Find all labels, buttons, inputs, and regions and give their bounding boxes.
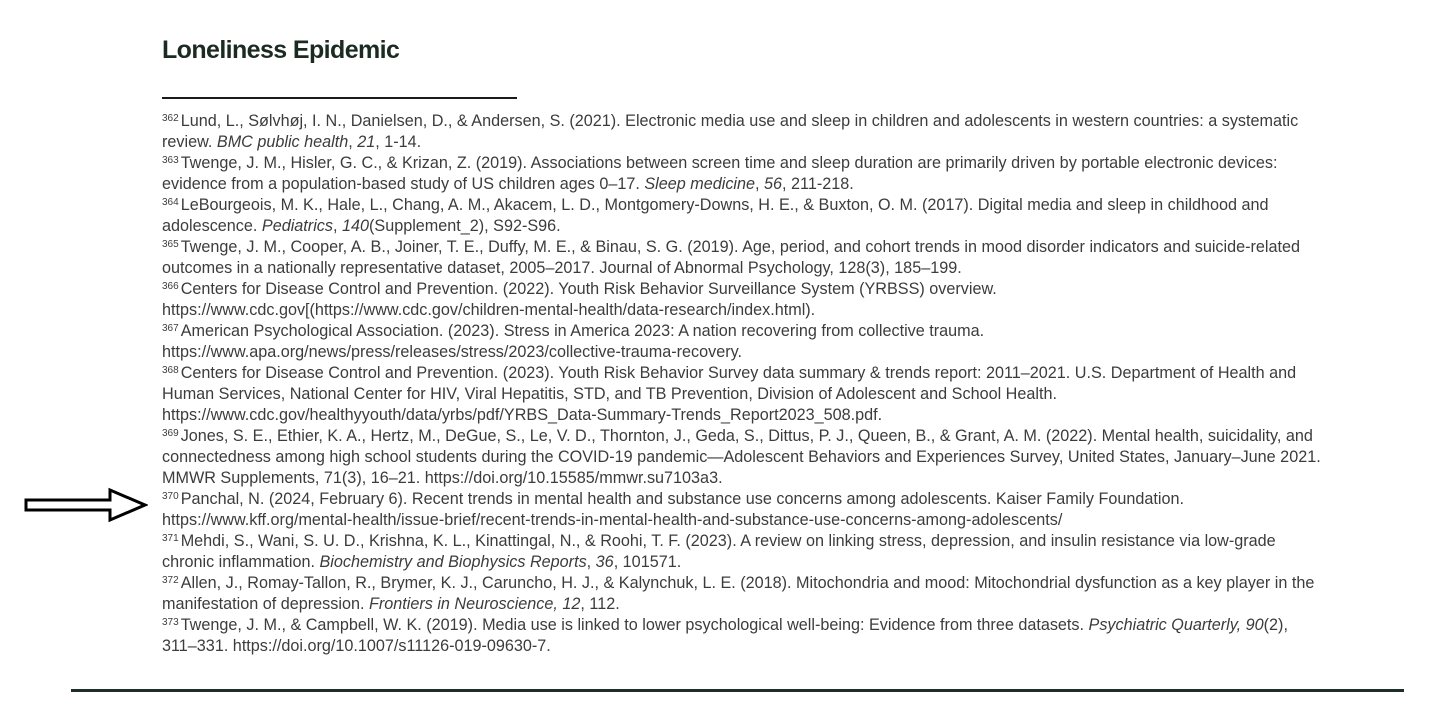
footnote-368 (162, 363, 1322, 426)
footnote-volume: 36 (595, 553, 614, 571)
footnote-text: Twenge, J. M., Cooper, A. B., Joiner, T. E., Duffy, M. E., & Binau, S. G. (2019). Age, period, and cohort trends in mood disorder indicators and suicide-related outcomes in a nationally representative dataset, 2005–2017. Journal of Abnormal Psychology, 128(3), 185–199. (162, 238, 1300, 277)
footnote-list (162, 111, 1322, 657)
footnote-journal: Biochemistry and Biophysics Reports (319, 553, 587, 571)
footnote-journal: Pediatrics (261, 217, 333, 235)
footnote-number: 366 (162, 281, 179, 292)
footnote-text: Centers for Disease Control and Prevention. (2022). Youth Risk Behavior Surveillance System (YRBSS) overview. https://www.cdc.gov[(https://www.cdc.gov/children-mental-health/data-research/index.html). (162, 280, 997, 319)
footnote-371 (162, 531, 1322, 573)
footnote-journal: Frontiers in Neuroscience (368, 595, 554, 613)
footnote-separator (162, 97, 517, 99)
footnote-journal: BMC public health (216, 133, 349, 151)
footnote-journal: Sleep medicine (644, 175, 756, 193)
footnote-separator-text: , (332, 217, 342, 235)
footnote-number: 367 (162, 323, 179, 334)
footnote-369 (162, 426, 1322, 489)
footnote-separator-text: , (348, 133, 358, 151)
footnote-372 (162, 573, 1322, 615)
footnote-362 (162, 111, 1322, 153)
page-title: Loneliness Epidemic (162, 36, 400, 64)
footnote-text: Allen, J., Romay-Tallon, R., Brymer, K. J., Caruncho, H. J., & Kalynchuk, L. E. (2018). Mitochondria and mood: Mitochondrial dysfunction as a key player in the manifestation of depression. (162, 574, 1315, 613)
footnote-separator-text: , (553, 595, 563, 613)
footnote-text: LeBourgeois, M. K., Hale, L., Chang, A. M., Akacem, L. D., Montgomery-Downs, H. E., & Buxton, O. M. (2017). Digital media and sleep in childhood and adolescence. (162, 196, 1269, 235)
footnote-separator-text: , (755, 175, 765, 193)
footnote-number: 364 (162, 197, 179, 208)
footnote-367 (162, 321, 1322, 363)
footnote-journal: Psychiatric Quarterly (1088, 616, 1237, 634)
footnote-number: 363 (162, 155, 179, 166)
footnote-365 (162, 237, 1322, 279)
footnote-370 (162, 489, 1322, 531)
footnote-number: 371 (162, 533, 179, 544)
footnote-text: Twenge, J. M., & Campbell, W. K. (2019). Media use is linked to lower psychological well-being: Evidence from three datasets. (180, 616, 1089, 634)
footnote-366 (162, 279, 1322, 321)
footnote-text: Mehdi, S., Wani, S. U. D., Krishna, K. L., Kinattingal, N., & Roohi, T. F. (2023). A review on linking stress, depression, and insulin resistance via low-grade chronic inflammation. (162, 532, 1276, 571)
footnote-number: 365 (162, 239, 179, 250)
footnote-text: Centers for Disease Control and Prevention. (2023). Youth Risk Behavior Survey data summary & trends report: 2011–2021. U.S. Department of Health and Human Services, National Center for HIV, Viral Hepatitis, STD, and TB Prevention, Division of Adolescent and School Health. https://www.cdc.gov/healthyyouth/data/yrbs/pdf/YRBS_Data-Summary-Trends_Report2023_508.pdf. (162, 364, 1297, 424)
footnote-pages: , 1-14. (375, 133, 422, 151)
footnote-number: 368 (162, 365, 179, 376)
footnote-text: American Psychological Association. (2023). Stress in America 2023: A nation recovering from collective trauma. https://www.apa.org/news/press/releases/stress/2023/collective-trauma-recovery. (162, 322, 985, 361)
footnote-volume: 90 (1245, 616, 1264, 634)
right-arrow-outline-icon (24, 487, 148, 523)
footnote-number: 362 (162, 113, 179, 124)
footnote-volume: 140 (341, 217, 369, 235)
footnote-pages: (2), 311–331. https://doi.org/10.1007/s11126-019-09630-7. (162, 616, 1288, 655)
footnote-pages: , 112. (580, 595, 620, 613)
footnote-volume: 56 (764, 175, 783, 193)
footnote-number: 373 (162, 617, 179, 628)
footnote-text: Lund, L., Sølvhøj, I. N., Danielsen, D., & Andersen, S. (2021). Electronic media use and sleep in children and adolescents in western countries: a systematic review. (162, 112, 1299, 151)
footnote-pages: (Supplement_2), S92-S96. (369, 217, 561, 235)
page-bottom-rule (71, 689, 1404, 692)
footnote-text: Twenge, J. M., Hisler, G. C., & Krizan, Z. (2019). Associations between screen time and sleep duration are primarily driven by portable electronic devices: evidence from a population-based study of US children ages 0–17. (162, 154, 1278, 193)
footnote-text: Panchal, N. (2024, February 6). Recent trends in mental health and substance use concerns among adolescents. Kaiser Family Foundation. https://www.kff.org/mental-health/issue-brief/recent-trends-in-mental-health-and-substance-use-concerns-among-adolescents/ (162, 490, 1184, 529)
footnote-number: 372 (162, 575, 179, 586)
footnote-364 (162, 195, 1322, 237)
footnote-separator-text: , (586, 553, 596, 571)
footnote-separator-text: , (1236, 616, 1246, 634)
footnote-373 (162, 615, 1322, 657)
footnote-pages: , 211-218. (782, 175, 854, 193)
footnote-text: Jones, S. E., Ethier, K. A., Hertz, M., DeGue, S., Le, V. D., Thornton, J., Geda, S., Dittus, P. J., Queen, B., & Grant, A. M. (2022). Mental health, suicidality, and connectedness among high school students during the COVID-19 pandemic—Adolescent Behaviors and Experiences Survey, United States, January–June 2021. MMWR Supplements, 71(3), 16–21. https://doi.org/10.15585/mmwr.su7103a3. (162, 427, 1321, 487)
footnote-pages: , 101571. (613, 553, 682, 571)
footnote-number: 369 (162, 428, 179, 439)
footnote-363 (162, 153, 1322, 195)
footnote-number: 370 (162, 491, 179, 502)
footnote-volume: 21 (357, 133, 376, 151)
footnote-volume: 12 (562, 595, 581, 613)
